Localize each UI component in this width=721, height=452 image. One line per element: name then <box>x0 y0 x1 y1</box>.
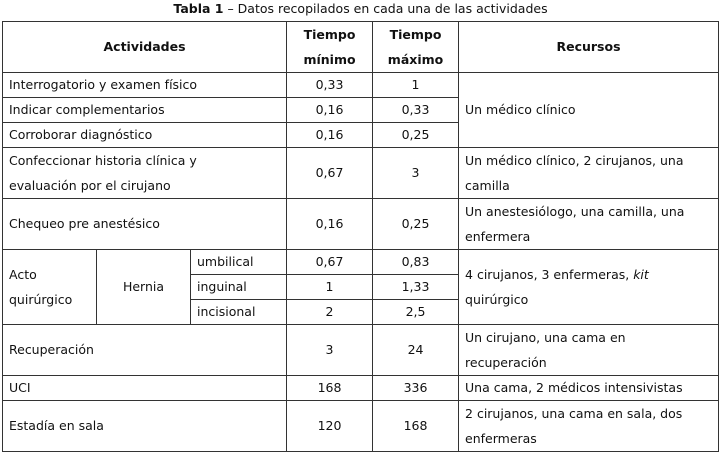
tmax-cell: 0,25 <box>373 199 459 250</box>
tmin-cell: 3 <box>287 325 373 376</box>
actividad-cell: Corroborar diagnóstico <box>3 123 287 148</box>
actividad-cell: UCI <box>3 376 287 401</box>
tmax-cell: 2,5 <box>373 300 459 325</box>
recurso-cell: Un anestesiólogo, una camilla, una enfermera <box>459 199 719 250</box>
hernia-cell: Hernia <box>97 250 191 325</box>
recurso-cell: Una cama, 2 médicos intensivistas <box>459 376 719 401</box>
actividad-cell: Indicar complementarios <box>3 98 287 123</box>
table-caption <box>0 0 721 21</box>
table-row <box>3 401 719 452</box>
actividad-cell: Estadía en sala <box>3 401 287 452</box>
actividad-cell: Chequeo pre anestésico <box>3 199 287 250</box>
table-row <box>3 199 719 250</box>
tmin-cell: 0,67 <box>287 148 373 199</box>
header-recursos: Recursos <box>459 22 719 73</box>
tmin-cell: 0,67 <box>287 250 373 275</box>
tmax-cell: 1 <box>373 73 459 98</box>
header-tiempo-maximo: Tiempo máximo <box>373 22 459 73</box>
recurso-cell: 2 cirujanos, una cama en sala, dos enfermeras <box>459 401 719 452</box>
activities-table <box>2 21 719 452</box>
subtipo-cell: umbilical <box>191 250 287 275</box>
tmin-cell: 1 <box>287 275 373 300</box>
actividad-cell: Recuperación <box>3 325 287 376</box>
recurso-cell: 4 cirujanos, 3 enfermeras, kit quirúrgico <box>459 250 719 325</box>
tmin-cell: 0,16 <box>287 98 373 123</box>
tmin-cell: 0,16 <box>287 199 373 250</box>
tmin-cell: 168 <box>287 376 373 401</box>
tmin-cell: 0,33 <box>287 73 373 98</box>
table-row <box>3 325 719 376</box>
recurso-cell: Un médico clínico, 2 cirujanos, una camilla <box>459 148 719 199</box>
table-row <box>3 250 719 275</box>
header-row <box>3 22 719 73</box>
tmin-cell: 0,16 <box>287 123 373 148</box>
tmax-cell: 3 <box>373 148 459 199</box>
table-row <box>3 73 719 98</box>
table-row <box>3 376 719 401</box>
subtipo-cell: inguinal <box>191 275 287 300</box>
recurso-cell: Un cirujano, una cama en recuperación <box>459 325 719 376</box>
actividad-cell: Acto quirúrgico <box>3 250 97 325</box>
tmax-cell: 1,33 <box>373 275 459 300</box>
table-row <box>3 148 719 199</box>
subtipo-cell: incisional <box>191 300 287 325</box>
tmin-cell: 2 <box>287 300 373 325</box>
header-tiempo-minimo: Tiempo mínimo <box>287 22 373 73</box>
recurso-cell: Un médico clínico <box>459 73 719 148</box>
caption-label: Tabla 1 <box>173 1 224 16</box>
header-actividades: Actividades <box>3 22 287 73</box>
tmax-cell: 0,33 <box>373 98 459 123</box>
tmax-cell: 24 <box>373 325 459 376</box>
caption-text: – Datos recopilados en cada una de las actividades <box>223 1 548 16</box>
tmax-cell: 0,83 <box>373 250 459 275</box>
tmax-cell: 0,25 <box>373 123 459 148</box>
tmax-cell: 168 <box>373 401 459 452</box>
actividad-cell: Confeccionar historia clínica y evaluación por el cirujano <box>3 148 287 199</box>
actividad-cell: Interrogatorio y examen físico <box>3 73 287 98</box>
tmax-cell: 336 <box>373 376 459 401</box>
tmin-cell: 120 <box>287 401 373 452</box>
